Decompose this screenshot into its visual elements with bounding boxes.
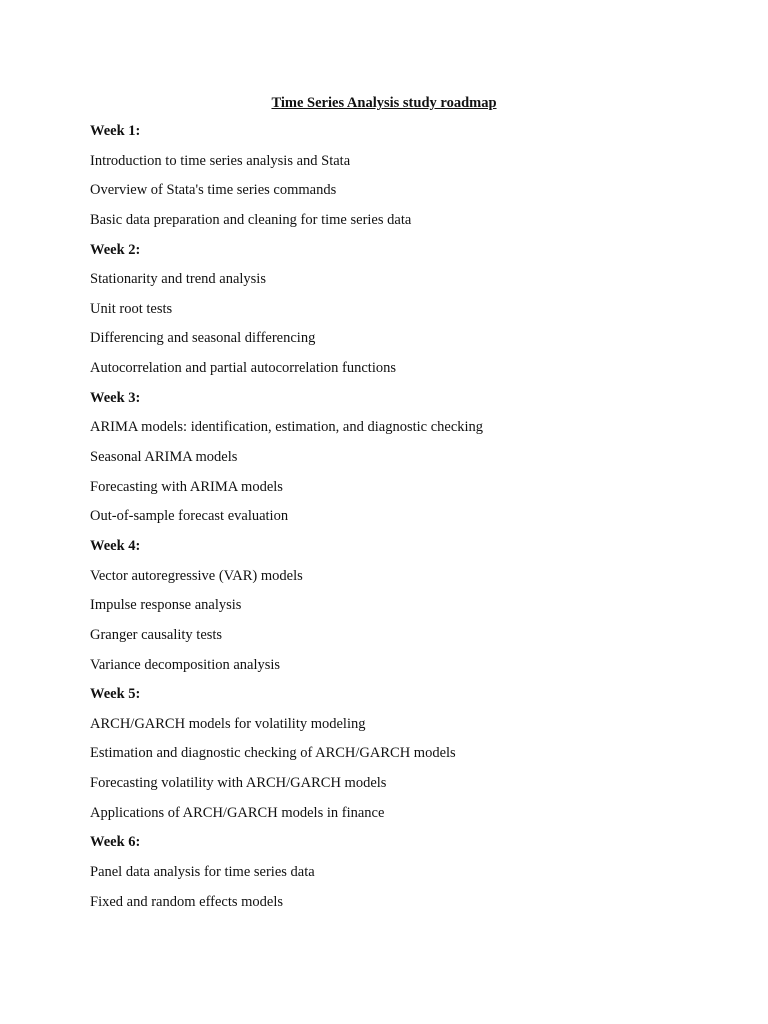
topic-item: Panel data analysis for time series data (90, 864, 315, 881)
week-heading: Week 6: (90, 834, 141, 851)
week-heading: Week 2: (90, 241, 141, 258)
document-title: Time Series Analysis study roadmap (271, 95, 497, 111)
week-heading: Week 4: (90, 537, 141, 554)
topic-item: Forecasting with ARIMA models (90, 478, 283, 495)
topic-item: Forecasting volatility with ARCH/GARCH models (90, 775, 387, 792)
topic-item: Variance decomposition analysis (90, 656, 281, 673)
document-body (90, 121, 710, 921)
topic-item: Introduction to time series analysis and Stata (90, 152, 351, 169)
topic-item: ARCH/GARCH models for volatility modeling (90, 715, 366, 732)
topic-item: Basic data preparation and cleaning for time series data (90, 211, 412, 228)
week-heading: Week 1: (90, 123, 141, 139)
week-heading: Week 5: (90, 686, 141, 703)
topic-item: Estimation and diagnostic checking of ARCH/GARCH models (90, 745, 456, 762)
week-heading: Week 3: (90, 389, 141, 406)
topic-item: Impulse response analysis (90, 597, 242, 614)
topic-item: Differencing and seasonal differencing (90, 330, 316, 347)
topic-item: Vector autoregressive (VAR) models (90, 567, 303, 584)
topic-item: Seasonal ARIMA models (90, 449, 238, 466)
topic-item: Fixed and random effects models (90, 893, 284, 910)
topic-item: Granger causality tests (90, 626, 223, 643)
topic-item: Autocorrelation and partial autocorrelation functions (90, 360, 397, 377)
topic-item: Unit root tests (90, 300, 173, 317)
topic-item: Applications of ARCH/GARCH models in finance (90, 804, 385, 821)
topic-item: ARIMA models: identification, estimation, and diagnostic checking (90, 419, 484, 436)
topic-item: Overview of Stata's time series commands (90, 182, 337, 199)
topic-item: Stationarity and trend analysis (90, 271, 266, 288)
topic-item: Out-of-sample forecast evaluation (90, 508, 289, 525)
